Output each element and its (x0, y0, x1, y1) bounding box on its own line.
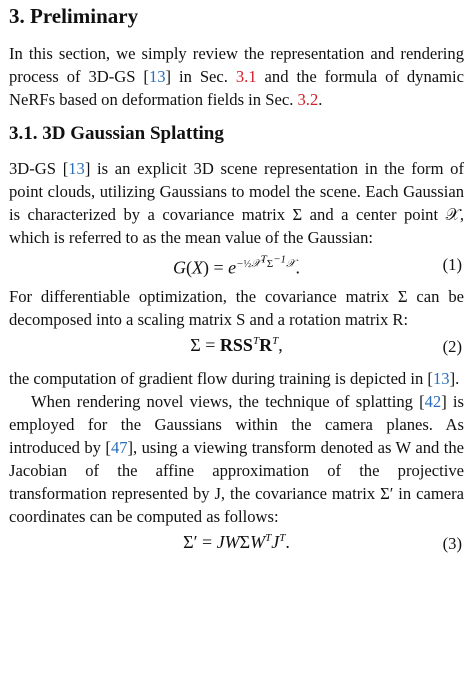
paper-page (9, 0, 464, 564)
equation-1 (9, 249, 464, 285)
citation-link[interactable]: 42 (424, 392, 442, 411)
decomposition-paragraph: For differentiable optimization, the covariance matrix Σ can be decomposed into a scaling matrix S and a rotation matrix R: (9, 287, 464, 329)
equation-3 (9, 528, 464, 564)
section-ref-link[interactable]: 3.2 (297, 90, 319, 109)
equation-3-formula: $\Sigma' = JW\Sigma W^TJ^T$. (183, 532, 290, 552)
section-title: 3. Preliminary (9, 4, 139, 28)
citation-link[interactable]: 47 (110, 438, 128, 457)
citation-link[interactable]: 13 (148, 67, 166, 86)
citation-link[interactable]: 13 (68, 159, 85, 178)
citation-link[interactable]: 13 (432, 369, 450, 388)
section-ref-link[interactable]: 3.1 (235, 67, 257, 86)
equation-2-number: (2) (442, 337, 462, 356)
equation-2 (9, 331, 464, 367)
rendering-paragraph: When rendering novel views, the technique of splatting [42] is employed for the Gaussians within the camera planes. As introduced by [47], using a viewing transform denoted as W and the Jacobian of the affine approximation of the projective transformation represented by J, the covariance matrix Σ′ in camera coordinates can be computed as follows: (9, 392, 464, 526)
equation-1-formula: $G(X) = e^{-\frac{1}{2}𝒳^T\Sigma^{-1}𝒳}$. (173, 253, 300, 278)
intro-paragraph: In this section, we simply review the representation and rendering process of 3D-GS [13] in Sec. 3.1 and the formula of dynamic NeRFs based on deformation fields in Sec. 3.2. (9, 44, 465, 109)
subsection-title: 3.1. 3D Gaussian Splatting (9, 123, 224, 144)
equation-1-number: (1) (442, 255, 462, 274)
equation-3-number: (3) (442, 534, 462, 553)
gradient-paragraph: the computation of gradient flow during training is depicted in [13]. (9, 369, 460, 388)
equation-2-formula: $\Sigma = RSS^TR^T$, (190, 335, 283, 355)
gaussian-paragraph: 3D-GS [13] is an explicit 3D scene representation in the form of point clouds, utilizing Gaussians to model the scene. Each Gaussian is characterized by a covariance matrix Σ and a center point 𝒳, which is referred to as the mean value of the Gaussian: (9, 159, 464, 247)
